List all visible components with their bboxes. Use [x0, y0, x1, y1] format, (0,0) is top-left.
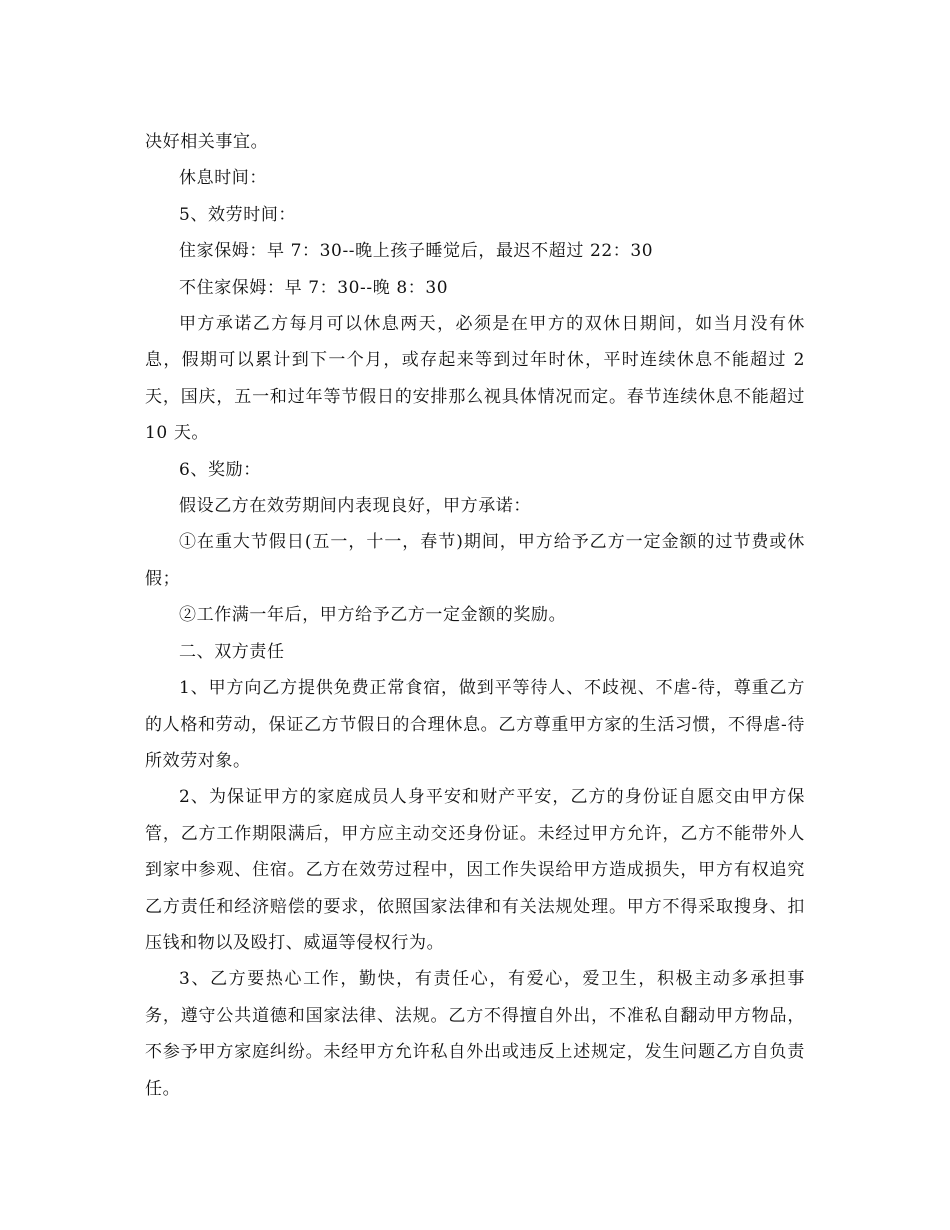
paragraph-3: 5、效劳时间： — [179, 204, 297, 225]
paragraph-10: ②工作满一年后，甲方给予乙方一定金额的奖励。 — [179, 605, 567, 626]
paragraph-1: 决好相关事宜。 — [145, 132, 269, 152]
paragraph-13: 2、为保证甲方的家庭成员人身平安和财产平安，乙方的身份证自愿交由甲方保管，乙方工作期限满后，甲方应主动交还身份证。未经过甲方允许，乙方不能带外人到家中参观、住宿。乙方在效劳过程中，因工作失误给甲方造成损失，甲方有权追究乙方责任和经济赔偿的要求，依照国家法律和有关法规处理。甲方不得采取搜身、扣压钱和物以及殴打、威逼等侵权行为。 — [145, 787, 805, 953]
paragraph-8: 假设乙方在效劳期间内表现良好，甲方承诺： — [179, 496, 531, 517]
paragraph-12: 1、甲方向乙方提供免费正常食宿，做到平等待人、不歧视、不虐-待，尊重乙方的人格和劳动，保证乙方节假日的合理休息。乙方尊重甲方家的生活习惯，不得虐-待所效劳对象。 — [145, 678, 805, 771]
paragraph-4: 住家保姆：早 7：30--晚上孩子睡觉后，最迟不超过 22：30 — [179, 241, 654, 262]
section-heading: 二、双方责任 — [179, 641, 285, 662]
paragraph-14: 3、乙方要热心工作，勤快，有责任心，有爱心，爱卫生，积极主动多承担事务，遵守公共道德和国家法律、法规。乙方不得擅自外出，不准私自翻动甲方物品，不参予甲方家庭纠纷。未经甲方允许私自外出或违反上述规定，发生问题乙方自负责任。 — [145, 969, 805, 1099]
document-body — [145, 124, 805, 1107]
paragraph-6: 甲方承诺乙方每月可以休息两天，必须是在甲方的双休日期间，如当月没有休息，假期可以累计到下一个月，或存起来等到过年时休，平时连续休息不能超过 2 天，国庆，五一和过年等节假日的安排那么视具体情况而定。春节连续休息不能超过 10 天。 — [145, 314, 805, 444]
paragraph-5: 不住家保姆：早 7：30--晚 8：30 — [179, 277, 449, 298]
paragraph-9: ①在重大节假日(五一，十一，春节)期间，甲方给予乙方一定金额的过节费或休假； — [145, 532, 805, 589]
paragraph-7: 6、奖励： — [179, 459, 261, 480]
paragraph-2: 休息时间： — [179, 168, 267, 189]
